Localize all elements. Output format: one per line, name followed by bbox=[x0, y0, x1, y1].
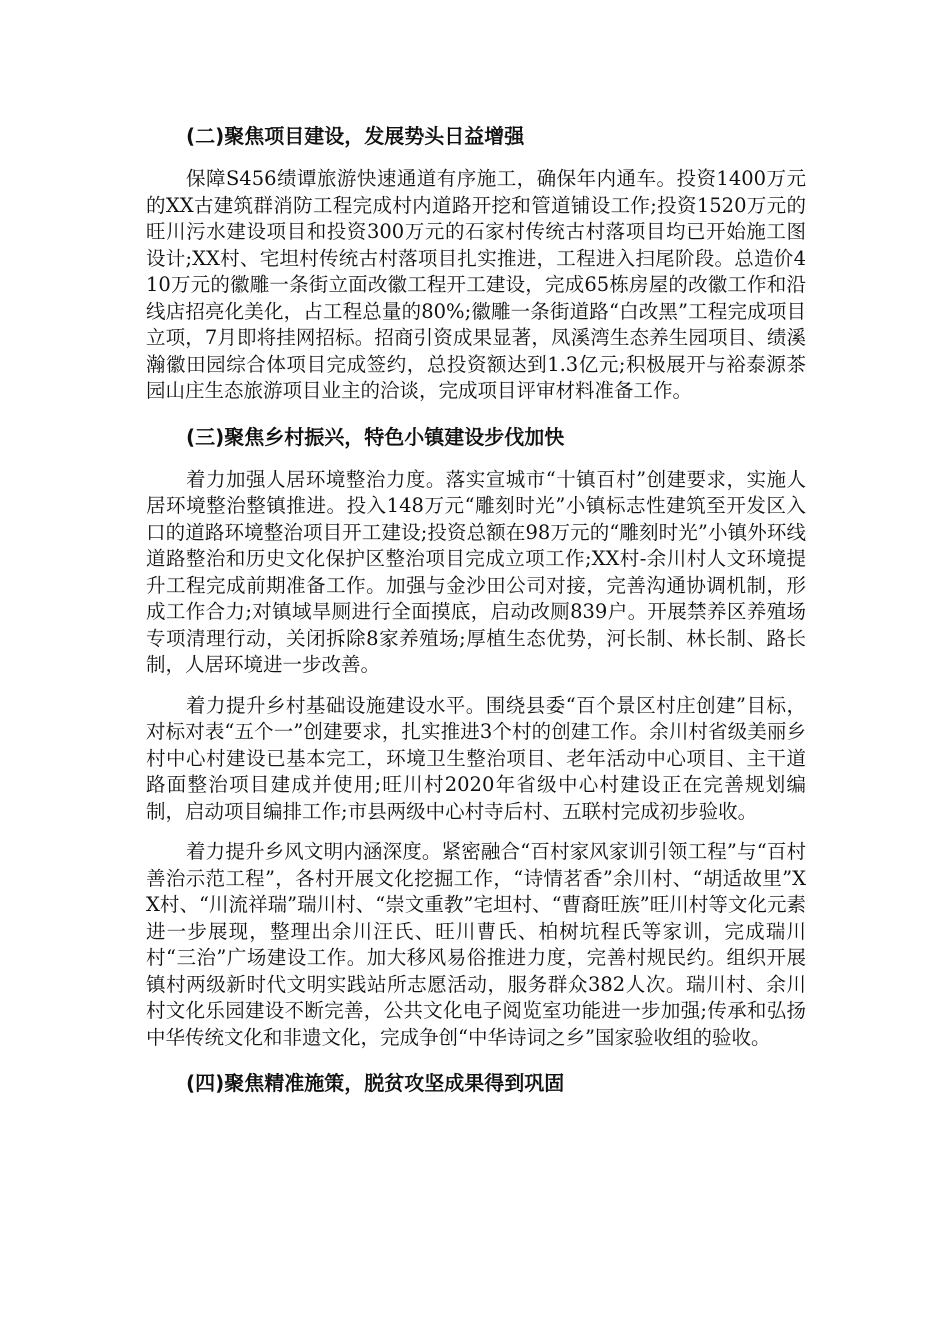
paragraph-infrastructure: 着力提升乡村基础设施建设水平。围绕县委“百个景区村庄创建”目标，对标对表“五个一”创建要求，扎实推进3个村的创建工作。余川村省级美丽乡村中心村建设已基本完工，环境卫生整治项目、老年活动中心项目、主干道路面整治项目建成并使用;旺川村2020年省级中心村建设正在完善规划编制，启动项目编排工作;市县两级中心村寺后村、五联村完成初步验收。 bbox=[146, 693, 806, 823]
paragraph-project-construction: 保障S456绩谭旅游快速通道有序施工，确保年内通车。投资1400万元的XX古建筑群消防工程完成村内道路开挖和管道铺设工作;投资1520万元的旺川污水建设项目和投资300万元的石家村传统古村落项目均已开始施工图设计;XX村、宅坦村传统古村落项目扎实推进，工程进入扫尾阶段。总造价410万元的徽雕一条街立面改徽工程开工建设，完成65栋房屋的改徽工作和沿线店招亮化美化，占工程总量的80%;徽雕一条街道路“白改黑”工程完成项目立项，7月即将挂网招标。招商引资成果显著，凤溪湾生态养生园项目、绩溪瀚徽田园综合体项目完成签约，总投资额达到1.3亿元;积极展开与裕泰源茶园山庄生态旅游项目业主的洽谈，完成项目评审材料准备工作。 bbox=[146, 167, 806, 402]
section-heading-4: (四)聚焦精准施策，脱贫攻坚成果得到巩固 bbox=[186, 1071, 565, 1095]
section-heading-3: (三)聚焦乡村振兴，特色小镇建设步伐加快 bbox=[186, 424, 565, 449]
paragraph-rural-civility: 着力提升乡风文明内涵深度。紧密融合“百村家风家训引领工程”与“百村善治示范工程”，各村开展文化挖掘工作，“诗情茗香”余川村、“胡适故里”XX村、“川流祥瑞”瑞川村、“崇文重教”宅坦村、“曹裔旺族”旺川村等文化元素进一步展现，整理出余川汪氏、旺川曹氏、柏树坑程氏等家训，完成瑞川村“三治”广场建设工作。加大移风易俗推进力度，完善村规民约。组织开展镇村两级新时代文明实践站所志愿活动，服务群众382人次。瑞川村、余川村文化乐园建设不断完善，公共文化电子阅览室功能进一步加强;传承和弘扬中华传统文化和非遗文化，完成争创“中华诗词之乡”国家验收组的验收。 bbox=[146, 840, 806, 1049]
section-heading-2: (二)聚焦项目建设，发展势头日益增强 bbox=[186, 124, 525, 148]
document-page bbox=[146, 118, 806, 1101]
paragraph-living-environment: 着力加强人居环境整治力度。落实宣城市“十镇百村”创建要求，实施人居环境整治整镇推进。投入148万元“雕刻时光”小镇标志性建筑至开发区入口的道路环境整治项目开工建设;投资总额在98万元的“雕刻时光”小镇外环线道路整治和历史文化保护区整治项目完成立项工作;XX村-余川村人文环境提升工程完成前期准备工作。加强与金沙田公司对接，完善沟通协调机制，形成工作合力;对镇域旱厕进行全面摸底，启动改厕839户。开展禁养区养殖场专项清理行动，关闭拆除8家养殖场;厚植生态优势，河长制、林长制、路长制，人居环境进一步改善。 bbox=[146, 467, 806, 676]
